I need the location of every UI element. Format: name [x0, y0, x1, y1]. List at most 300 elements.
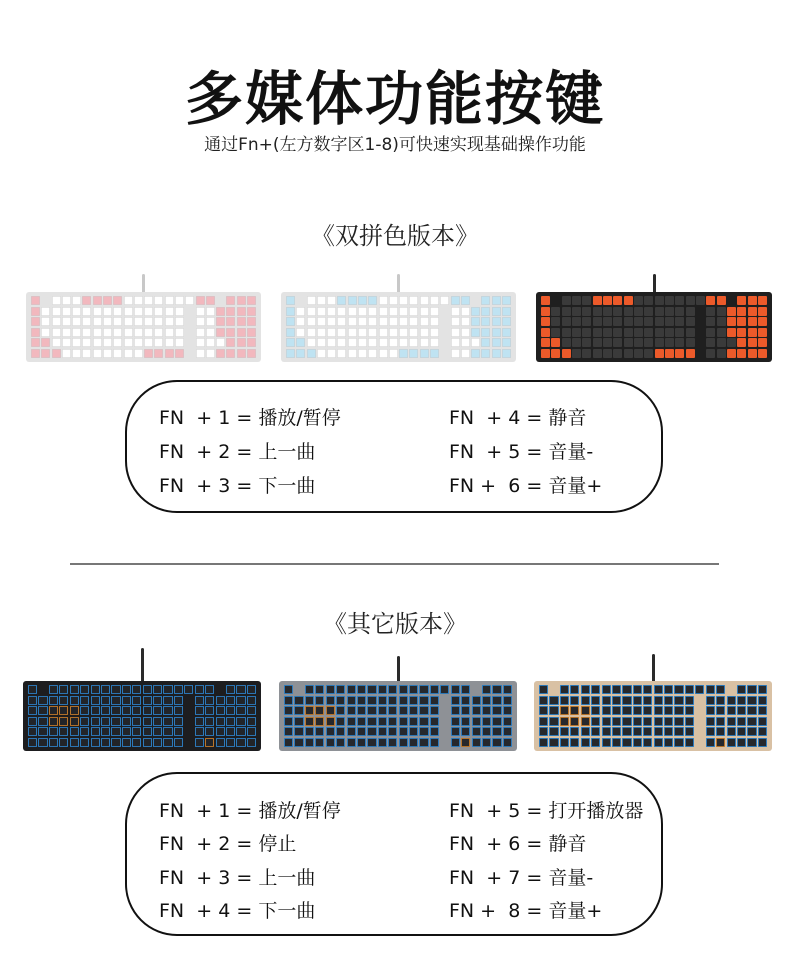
key: [195, 706, 204, 715]
key: [111, 738, 120, 747]
key: [430, 349, 439, 358]
key: [481, 307, 490, 316]
key: [551, 338, 560, 347]
key: [82, 328, 91, 337]
key: [654, 696, 663, 705]
key: [634, 328, 643, 337]
key: [737, 349, 746, 358]
key: [706, 296, 715, 305]
key: [602, 685, 611, 694]
key: [570, 727, 579, 736]
key: [174, 727, 183, 736]
key: [296, 328, 305, 337]
key: [674, 685, 683, 694]
key: [175, 296, 184, 305]
key: [165, 296, 174, 305]
key: [727, 349, 736, 358]
key: [41, 338, 50, 347]
key: [184, 685, 193, 694]
key: [247, 349, 256, 358]
key: [634, 307, 643, 316]
key: [399, 349, 408, 358]
key: [348, 307, 357, 316]
key: [539, 727, 548, 736]
key: [664, 738, 673, 747]
key: [336, 685, 345, 694]
key: [399, 317, 408, 326]
key: [368, 328, 377, 337]
key: [471, 338, 480, 347]
key: [603, 317, 612, 326]
key: [675, 307, 684, 316]
key: [560, 706, 569, 715]
key: [451, 349, 460, 358]
key: [327, 349, 336, 358]
key: [307, 296, 316, 305]
key: [216, 696, 225, 705]
key: [482, 696, 491, 705]
key: [143, 685, 152, 694]
key: [562, 317, 571, 326]
key: [59, 727, 68, 736]
key: [237, 349, 246, 358]
key: [492, 338, 501, 347]
key: [492, 307, 501, 316]
key: [132, 738, 141, 747]
key: [174, 696, 183, 705]
key: [348, 296, 357, 305]
key: [502, 328, 511, 337]
key: [52, 349, 61, 358]
key: [143, 696, 152, 705]
key: [226, 685, 235, 694]
key: [367, 685, 376, 694]
key: [706, 717, 715, 726]
key: [503, 738, 512, 747]
key: [80, 696, 89, 705]
key: [368, 317, 377, 326]
key: [581, 717, 590, 726]
key: [72, 317, 81, 326]
key: [549, 727, 558, 736]
key: [286, 317, 295, 326]
shortcut-row: FN + 7 = 音量-: [449, 867, 594, 889]
key: [549, 717, 558, 726]
key: [358, 307, 367, 316]
key: [562, 338, 571, 347]
key: [541, 307, 550, 316]
key: [305, 696, 314, 705]
key: [326, 717, 335, 726]
key: [420, 317, 429, 326]
key: [502, 317, 511, 326]
key: [284, 738, 293, 747]
key: [124, 317, 133, 326]
key: [62, 328, 71, 337]
key: [685, 685, 694, 694]
key: [236, 706, 245, 715]
key: [482, 706, 491, 715]
key: [247, 307, 256, 316]
key: [70, 696, 79, 705]
key: [367, 706, 376, 715]
key: [502, 349, 511, 358]
key: [247, 685, 256, 694]
key: [737, 706, 746, 715]
key: [247, 696, 256, 705]
key: [665, 296, 674, 305]
key: [379, 349, 388, 358]
key: [716, 727, 725, 736]
key: [727, 738, 736, 747]
key: [737, 696, 746, 705]
key: [134, 338, 143, 347]
key: [748, 307, 757, 316]
key: [461, 717, 470, 726]
key: [305, 738, 314, 747]
key: [560, 696, 569, 705]
key: [134, 296, 143, 305]
key: [737, 296, 746, 305]
key: [247, 317, 256, 326]
key: [41, 349, 50, 358]
key: [430, 717, 439, 726]
key: [337, 307, 346, 316]
key: [716, 685, 725, 694]
key: [358, 349, 367, 358]
key: [357, 717, 366, 726]
key: [643, 685, 652, 694]
key: [28, 717, 37, 726]
key: [216, 727, 225, 736]
key: [124, 296, 133, 305]
key: [206, 328, 215, 337]
key: [570, 696, 579, 705]
key: [49, 717, 58, 726]
key: [461, 696, 470, 705]
key: [665, 307, 674, 316]
key: [716, 717, 725, 726]
key: [706, 738, 715, 747]
key: [357, 696, 366, 705]
key: [93, 307, 102, 316]
key: [748, 338, 757, 347]
key: [286, 328, 295, 337]
key: [582, 296, 591, 305]
key: [52, 307, 61, 316]
key: [471, 349, 480, 358]
key: [706, 696, 715, 705]
key: [326, 685, 335, 694]
shortcut-row: FN + 1 = 播放/暂停: [159, 800, 341, 822]
key: [132, 696, 141, 705]
key: [747, 685, 756, 694]
key: [357, 685, 366, 694]
key: [315, 738, 324, 747]
key: [419, 685, 428, 694]
keyboard-image-orange-black: [536, 274, 772, 362]
key: [379, 328, 388, 337]
key: [644, 307, 653, 316]
key: [296, 338, 305, 347]
key: [247, 727, 256, 736]
shortcut-row: FN + 1 = 播放/暂停: [159, 407, 341, 429]
key: [409, 706, 418, 715]
key: [461, 338, 470, 347]
key: [560, 727, 569, 736]
key: [409, 685, 418, 694]
key: [347, 706, 356, 715]
key: [315, 685, 324, 694]
key: [317, 307, 326, 316]
key: [560, 738, 569, 747]
key: [420, 296, 429, 305]
key: [122, 685, 131, 694]
key: [675, 317, 684, 326]
key: [655, 349, 664, 358]
key: [82, 296, 91, 305]
key: [348, 317, 357, 326]
key: [737, 338, 746, 347]
key: [379, 338, 388, 347]
key: [206, 307, 215, 316]
key: [582, 349, 591, 358]
key: [541, 349, 550, 358]
key: [154, 296, 163, 305]
key: [153, 717, 162, 726]
key: [539, 738, 548, 747]
key: [461, 349, 470, 358]
key: [348, 349, 357, 358]
key: [706, 328, 715, 337]
keyboard-image-blue-white: [281, 274, 516, 362]
key: [549, 738, 558, 747]
key: [593, 328, 602, 337]
key: [430, 338, 439, 347]
key: [570, 685, 579, 694]
key: [674, 727, 683, 736]
key: [165, 317, 174, 326]
key: [132, 685, 141, 694]
key: [624, 296, 633, 305]
key: [348, 328, 357, 337]
key: [205, 727, 214, 736]
key: [622, 685, 631, 694]
key: [113, 349, 122, 358]
key: [591, 696, 600, 705]
shortcut-row: FN + 8 = 音量+: [449, 900, 603, 922]
key: [134, 317, 143, 326]
key: [38, 706, 47, 715]
key: [72, 307, 81, 316]
key: [307, 307, 316, 316]
key: [294, 738, 303, 747]
key: [451, 717, 460, 726]
key: [317, 317, 326, 326]
key: [205, 738, 214, 747]
key: [196, 328, 205, 337]
key: [101, 706, 110, 715]
shortcut-row: FN + 5 = 音量-: [449, 441, 594, 463]
key: [388, 706, 397, 715]
key: [307, 349, 316, 358]
key: [748, 349, 757, 358]
key: [337, 349, 346, 358]
key: [581, 727, 590, 736]
key: [31, 296, 40, 305]
key: [758, 685, 767, 694]
key: [143, 727, 152, 736]
key: [296, 317, 305, 326]
key: [539, 717, 548, 726]
key: [581, 696, 590, 705]
key: [747, 696, 756, 705]
key: [175, 307, 184, 316]
key: [196, 338, 205, 347]
key: [379, 317, 388, 326]
key: [195, 727, 204, 736]
key: [737, 328, 746, 337]
key: [196, 349, 205, 358]
key: [153, 727, 162, 736]
key: [644, 338, 653, 347]
key: [389, 338, 398, 347]
key: [675, 349, 684, 358]
key: [378, 717, 387, 726]
key: [471, 307, 480, 316]
key: [664, 706, 673, 715]
key: [737, 685, 746, 694]
key: [706, 317, 715, 326]
key: [237, 338, 246, 347]
key: [685, 717, 694, 726]
key: [399, 296, 408, 305]
key: [144, 349, 153, 358]
key: [174, 717, 183, 726]
key: [419, 706, 428, 715]
key: [28, 727, 37, 736]
key: [643, 717, 652, 726]
key: [622, 717, 631, 726]
key: [111, 717, 120, 726]
key: [59, 706, 68, 715]
key: [613, 317, 622, 326]
key: [388, 696, 397, 705]
key: [72, 328, 81, 337]
key: [655, 307, 664, 316]
key: [80, 717, 89, 726]
key: [174, 706, 183, 715]
key: [572, 349, 581, 358]
key: [163, 685, 172, 694]
key: [603, 296, 612, 305]
key: [633, 717, 642, 726]
key: [122, 727, 131, 736]
key: [70, 685, 79, 694]
key: [451, 317, 460, 326]
key: [706, 727, 715, 736]
key: [686, 349, 695, 358]
key: [502, 307, 511, 316]
shortcut-row: FN + 6 = 静音: [449, 833, 587, 855]
key: [551, 328, 560, 337]
key: [286, 307, 295, 316]
key: [562, 349, 571, 358]
section-heading-dual-color: 《双拼色版本》: [311, 222, 479, 250]
key: [664, 717, 673, 726]
key: [206, 296, 215, 305]
key: [430, 738, 439, 747]
key: [570, 706, 579, 715]
key: [357, 738, 366, 747]
key: [717, 328, 726, 337]
key: [572, 328, 581, 337]
key: [633, 738, 642, 747]
key: [492, 349, 501, 358]
key: [430, 685, 439, 694]
key: [551, 317, 560, 326]
key: [206, 349, 215, 358]
key: [634, 317, 643, 326]
key: [41, 317, 50, 326]
key: [31, 349, 40, 358]
key: [461, 685, 470, 694]
key: [686, 328, 695, 337]
key: [420, 349, 429, 358]
key: [451, 307, 460, 316]
key: [216, 717, 225, 726]
key: [284, 685, 293, 694]
key: [72, 338, 81, 347]
key: [216, 349, 225, 358]
key: [315, 727, 324, 736]
key: [409, 338, 418, 347]
key: [378, 696, 387, 705]
key: [634, 349, 643, 358]
key: [93, 317, 102, 326]
page-subtitle: 通过Fn+(左方数字区1-8)可快速实现基础操作功能: [204, 135, 586, 155]
key: [91, 685, 100, 694]
key: [226, 696, 235, 705]
key: [101, 738, 110, 747]
key: [336, 738, 345, 747]
key: [727, 338, 736, 347]
key: [388, 717, 397, 726]
key: [28, 738, 37, 747]
key: [613, 328, 622, 337]
key: [284, 727, 293, 736]
key: [237, 296, 246, 305]
key: [399, 727, 408, 736]
key: [307, 338, 316, 347]
key: [113, 317, 122, 326]
key: [747, 717, 756, 726]
key: [482, 738, 491, 747]
key: [492, 717, 501, 726]
key: [654, 727, 663, 736]
key: [502, 296, 511, 305]
key: [337, 296, 346, 305]
key: [247, 738, 256, 747]
key: [654, 717, 663, 726]
key: [378, 685, 387, 694]
key: [163, 727, 172, 736]
key: [582, 328, 591, 337]
key: [633, 685, 642, 694]
key: [613, 296, 622, 305]
key: [481, 328, 490, 337]
keyboard-image-gray-backlit: [279, 656, 517, 751]
